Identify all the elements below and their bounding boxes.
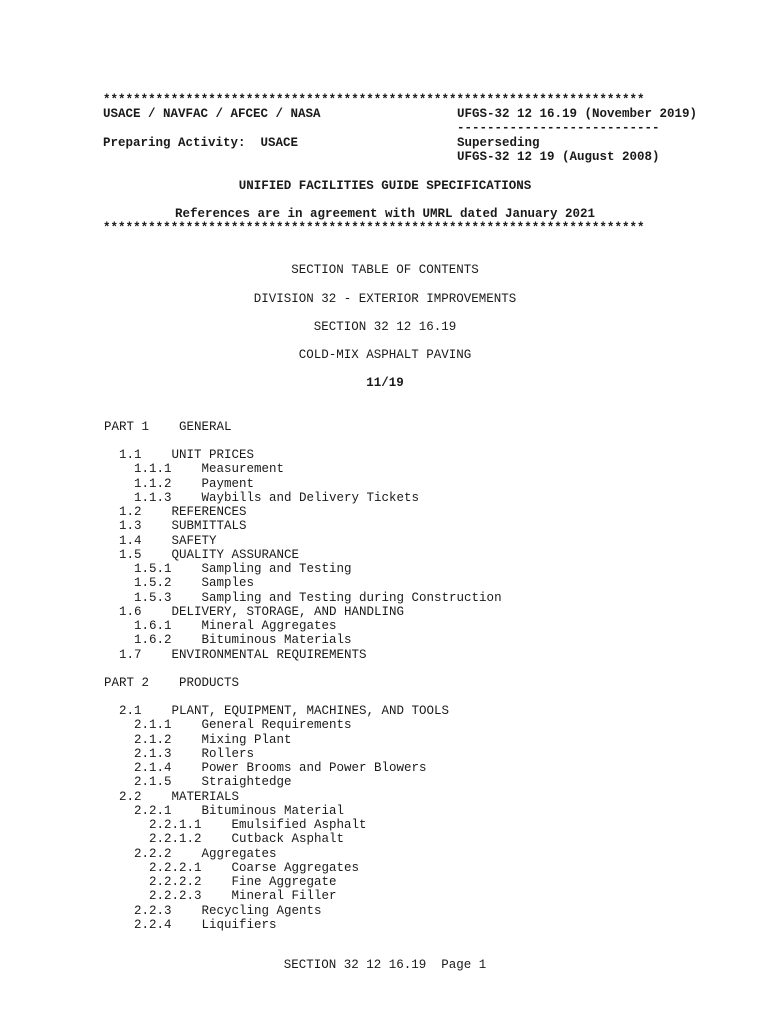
toc-entry: 1.6.2 Bituminous Materials bbox=[104, 633, 352, 648]
toc-entry: 2.2.4 Liquifiers bbox=[104, 917, 277, 932]
toc-entry: 1.6.1 Mineral Aggregates bbox=[104, 619, 337, 633]
agencies-label: USACE / NAVFAC / AFCEC / NASA bbox=[103, 107, 321, 121]
toc-entry: 2.1.2 Mixing Plant bbox=[104, 732, 292, 747]
toc-entry: 1.6 DELIVERY, STORAGE, AND HANDLING bbox=[104, 604, 405, 619]
part2-heading: PART 2 PRODUCTS bbox=[104, 676, 240, 690]
toc-entry: 1.4 SAFETY bbox=[104, 533, 217, 548]
header-star-rule-top: ************************************************************************ bbox=[103, 93, 645, 107]
toc-entry: 1.3 SUBMITTALS bbox=[104, 519, 247, 534]
preparing-activity: Preparing Activity: USACE bbox=[103, 136, 299, 150]
toc-entry: 2.2.1 Bituminous Material bbox=[104, 803, 345, 818]
toc-entry: 2.2.1.2 Cutback Asphalt bbox=[104, 832, 345, 847]
toc-entry: 1.1.3 Waybills and Delivery Tickets bbox=[104, 490, 420, 505]
toc-entry: 2.1.3 Rollers bbox=[104, 746, 255, 761]
toc-heading: SECTION TABLE OF CONTENTS bbox=[291, 263, 479, 277]
toc-entry: 2.2.2 Aggregates bbox=[104, 846, 277, 861]
section-title: COLD-MIX ASPHALT PAVING bbox=[298, 348, 472, 362]
header-star-rule-bottom: ************************************************************************ bbox=[103, 221, 645, 235]
toc-entry: 2.2.2.1 Coarse Aggregates bbox=[104, 860, 360, 875]
toc-entry: 1.1 UNIT PRICES bbox=[104, 448, 255, 462]
toc-entry: 1.5.3 Sampling and Testing during Construction bbox=[104, 590, 502, 605]
toc-entry: 2.1.4 Power Brooms and Power Blowers bbox=[104, 761, 427, 775]
toc-entry: 1.5 QUALITY ASSURANCE bbox=[104, 547, 300, 562]
toc-entry: 2.1.1 General Requirements bbox=[104, 718, 352, 733]
guide-title: UNIFIED FACILITIES GUIDE SPECIFICATIONS bbox=[238, 179, 532, 193]
toc-entry: 2.1 PLANT, EQUIPMENT, MACHINES, AND TOOLS bbox=[104, 704, 450, 718]
part1-heading: PART 1 GENERAL bbox=[104, 420, 232, 434]
toc-entry: 1.2 REFERENCES bbox=[104, 505, 247, 519]
superseding-label: Superseding bbox=[457, 136, 540, 150]
toc-entry: 2.2.3 Recycling Agents bbox=[104, 903, 322, 918]
section-number: SECTION 32 12 16.19 bbox=[313, 320, 457, 334]
references-note: References are in agreement with UMRL dated January 2021 bbox=[174, 207, 596, 221]
toc-entry: 1.5.2 Samples bbox=[104, 576, 255, 591]
superseded-spec: UFGS-32 12 19 (August 2008) bbox=[457, 150, 660, 164]
date-code: 11/19 bbox=[366, 376, 404, 390]
division-title: DIVISION 32 - EXTERIOR IMPROVEMENTS bbox=[253, 292, 517, 306]
spec-id-underline: --------------------------- bbox=[457, 121, 660, 135]
toc-entry: 2.2 MATERIALS bbox=[104, 789, 240, 804]
toc-entry: 1.5.1 Sampling and Testing bbox=[104, 562, 352, 576]
toc-entry: 2.2.2.2 Fine Aggregate bbox=[104, 875, 337, 889]
toc-entry: 1.7 ENVIRONMENTAL REQUIREMENTS bbox=[104, 647, 367, 662]
toc-entry: 2.2.1.1 Emulsified Asphalt bbox=[104, 818, 367, 832]
toc-entry: 1.1.1 Measurement bbox=[104, 462, 285, 477]
toc-entry: 2.2.2.3 Mineral Filler bbox=[104, 889, 337, 904]
page-footer: SECTION 32 12 16.19 Page 1 bbox=[283, 958, 487, 972]
toc-entry: 1.1.2 Payment bbox=[104, 476, 255, 491]
spec-id: UFGS-32 12 16.19 (November 2019) bbox=[457, 107, 698, 121]
toc-entry: 2.1.5 Straightedge bbox=[104, 775, 292, 790]
